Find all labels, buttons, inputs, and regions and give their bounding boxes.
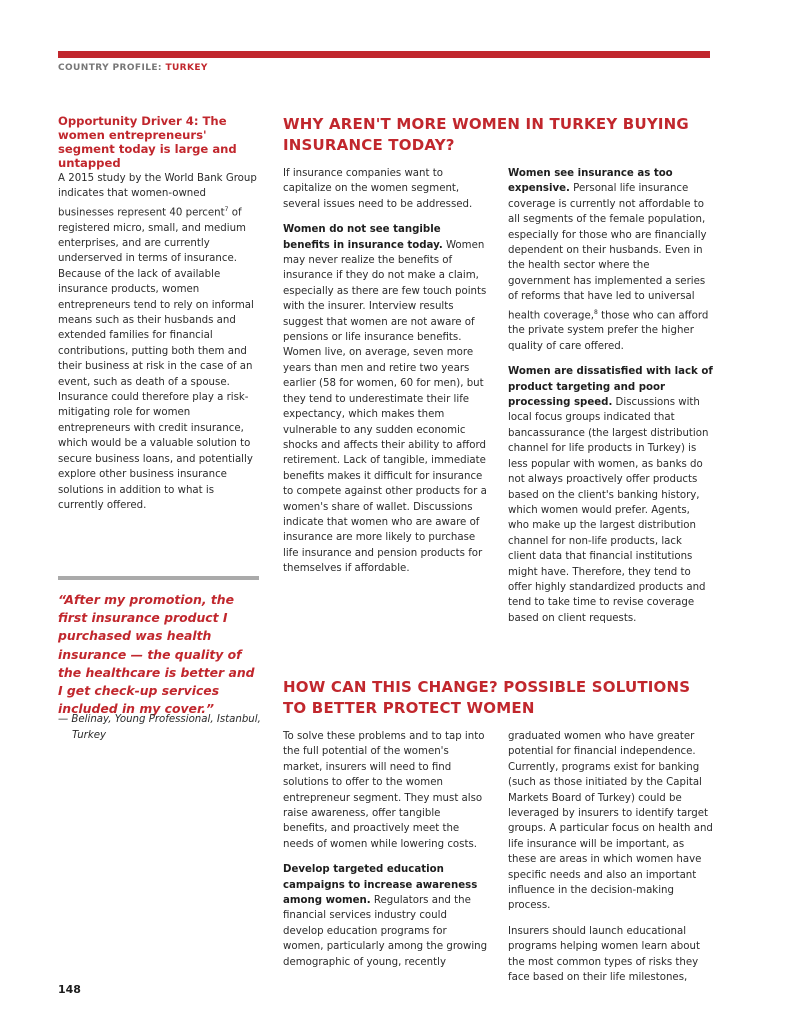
section2-paragraph: Develop targeted education campaigns to increase awareness among women. Regulators and the financial services industry could develop education programs for women, particularly among the growing demographic of young, recently (283, 864, 488, 968)
header-rule (58, 51, 710, 58)
paragraph-lead: Women do not see tangible benefits in insurance today. (283, 224, 443, 251)
attribution-line: Turkey (72, 730, 107, 741)
section2-column-left (283, 729, 488, 980)
footnote-marker: 7 (224, 205, 229, 213)
paragraph-lead: Women see insurance as too expensive. (508, 168, 673, 195)
country-profile-country: TURKEY (165, 63, 208, 73)
section1-column-right (508, 166, 713, 636)
quote-divider (58, 576, 259, 580)
section1-paragraph: Women do not see tangible benefits in insurance today. Women may never realize the benefits of insurance if they do not make a claim, especially as there are few touch points with the insurer. Interview results suggest that women are not aware of pensions or life insurance benefits. Women live, on average, seven more years than men and retire two years earlier (58 for women, 60 for men), but they tend to underestimate their life expectancy, which makes them vulnerable to any sudden economic shocks and affects their ability to afford retirement. Lack of tangible, immediate benefits makes it difficult for insurance to compete against other products for a women's share of wallet. Discussions indicate that women who are aware of insurance are more likely to purchase life insurance and pension products for themselves if affordable. (283, 224, 487, 575)
paragraph-lead: Women are dissatisfied with lack of product targeting and poor processing speed. (508, 366, 713, 409)
section2-intro: To solve these problems and to tap into the full potential of the women's market, insurers will need to find solutions to offer to the women entrepreneur segment. They must also raise awareness, offer tangible benefits, and proactively meet the needs of women while lowering costs. (283, 731, 485, 850)
sidebar-title: Opportunity Driver 4: The women entrepreneurs' segment today is large and untapped (58, 114, 237, 170)
section1-intro: If insurance companies want to capitalize on the women segment, several issues need to be addressed. (283, 168, 473, 210)
section-title-how: HOW CAN THIS CHANGE? POSSIBLE SOLUTIONS TO BETTER PROTECT WOMEN (283, 678, 691, 717)
page-number: 148 (58, 983, 81, 996)
quote-attribution (58, 712, 263, 744)
section1-column-left (283, 166, 488, 587)
section2-column-right (508, 729, 713, 996)
country-profile-prefix: COUNTRY PROFILE: (58, 63, 162, 73)
paragraph-lead: Develop targeted education campaigns to increase awareness among women. (283, 864, 478, 907)
country-profile-label (58, 63, 208, 73)
footnote-marker: 8 (594, 308, 598, 316)
pull-quote: “After my promotion, the first insurance product I purchased was health insurance — the quality of the healthcare is better and I get check-up services included in my cover.” (58, 592, 255, 717)
section1-paragraph: Women are dissatisfied with lack of product targeting and poor processing speed. Discussions with local focus groups indicated that bancassurance (the largest distribution channel for life products in Turkey) is less popular with women, as banks do not always proactively offer products based on the client's banking history, which women would prefer. Agents, who make up the largest distribution channel for non-life products, lack client data that financial institutions might have. Therefore, they tend to offer highly standardized products and tend to take time to revise coverage based on client requests. (508, 366, 713, 624)
sidebar-paragraph: A 2015 study by the World Bank Group indicates that women-owned businesses represent 40 percent$^7$ of registered micro, small, and medium enterprises, and are currently underserved in terms of insurance. Because of the lack of available insurance products, women entrepreneurs tend to rely on informal means such as their husbands and extended families for financial contributions, putting both them and their business at risk in the case of an event, such as death of a spouse. Insurance could therefore play a risk-mitigating role for women entrepreneurs with credit insurance, which would be a valuable solution to secure business loans, and potentially explore other business insurance solutions in addition to what is currently offered. (58, 173, 257, 511)
attribution-line: — Belinay, Young Professional, Istanbul, (58, 714, 261, 725)
section2-paragraph: graduated women who have greater potential for financial independence. Currently, programs exist for banking (such as those initiated by the Capital Markets Board of Turkey) could be leveraged by insurers to identify target groups. A particular focus on health and life insurance will be important, as these are areas in which women have specific needs and also an important influence in the decision-making process. (508, 731, 713, 912)
sidebar-body (58, 171, 258, 523)
section2-paragraph: Insurers should launch educational programs helping women learn about the most common types of risks they face based on their life milestones, (508, 925, 700, 984)
section1-paragraph: Women see insurance as too expensive. Personal life insurance coverage is currently not affordable to all segments of the female population, especially for those who are financially dependent on their husbands. Even in the health sector where the government has implemented a series of reforms that have led to universal health coverage,$^8$ those who can afford the private system prefer the higher quality of care offered. (508, 168, 709, 352)
section-title-why: WHY AREN'T MORE WOMEN IN TURKEY BUYING INSURANCE TODAY? (283, 115, 689, 154)
